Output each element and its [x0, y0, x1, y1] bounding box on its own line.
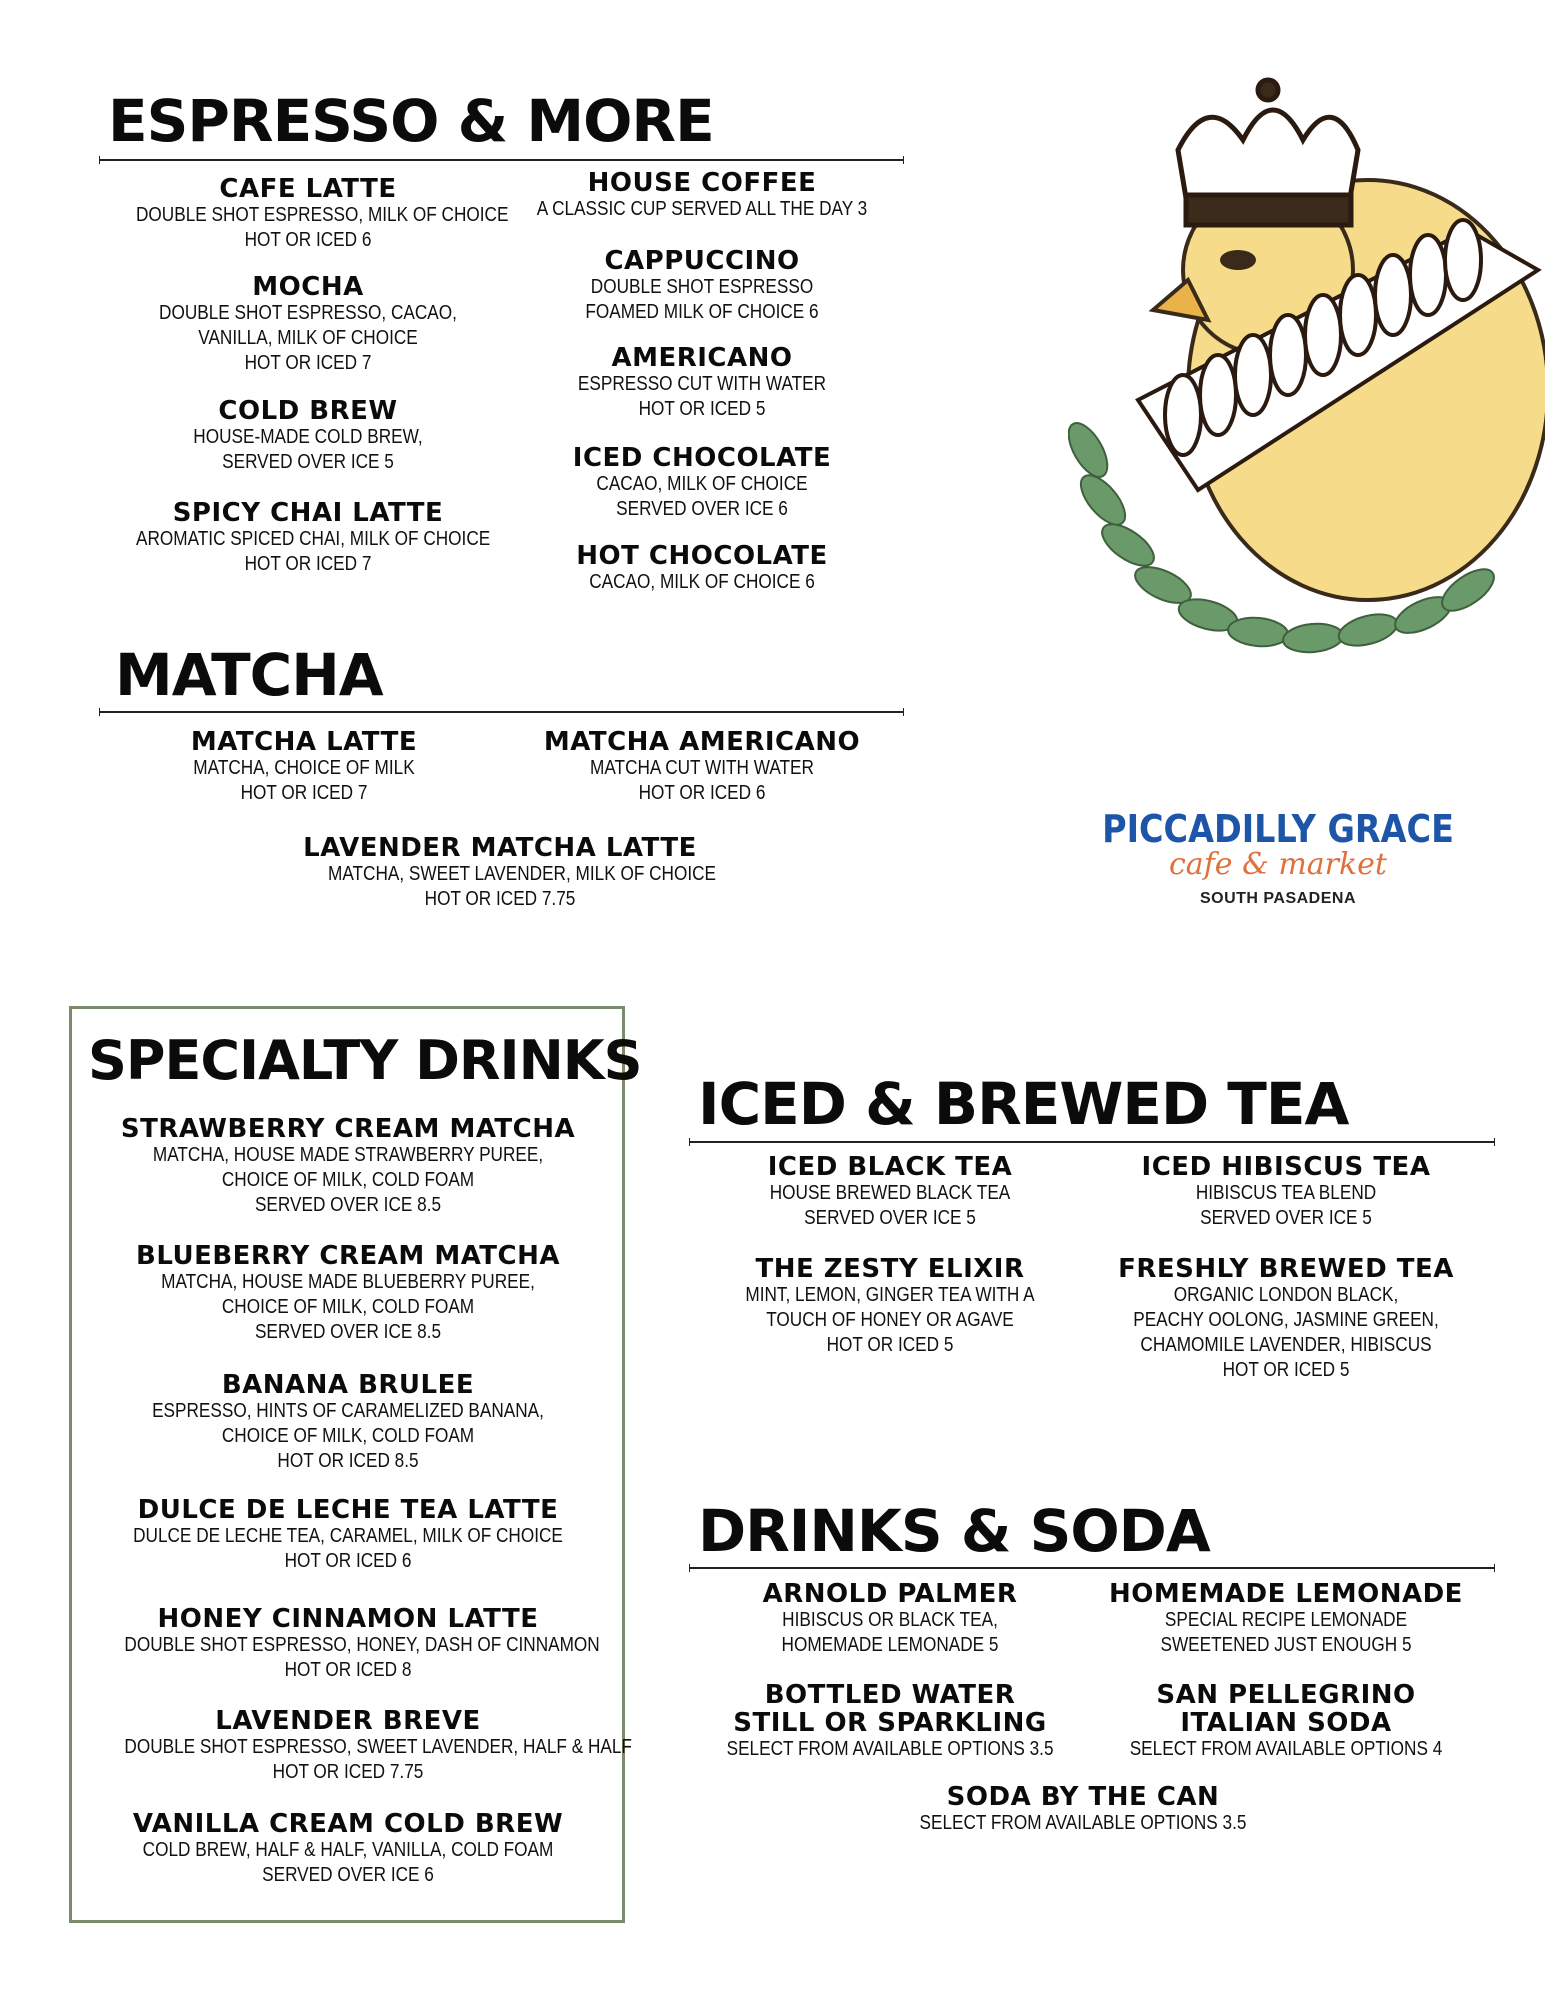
item-name: VANILLA CREAM COLD BREW [132, 1809, 564, 1839]
item-name: BOTTLED WATER [764, 1680, 1016, 1710]
item-desc: HOMEMADE LEMONADE 5 [781, 1634, 999, 1656]
item-name: ITALIAN SODA [1180, 1708, 1392, 1738]
item-desc: HIBISCUS TEA BLEND [1195, 1182, 1377, 1204]
item-desc: HOT OR ICED 7 [244, 352, 372, 374]
menu-item [883, 1783, 1283, 1836]
menu-item [1086, 1681, 1486, 1762]
item-desc: HOT OR ICED 7.75 [424, 888, 576, 910]
item-desc: HOT OR ICED 5 [1222, 1359, 1350, 1381]
item-name: BLUEBERRY CREAM MATCHA [136, 1241, 560, 1271]
item-desc: HOT OR ICED 7.75 [272, 1761, 424, 1783]
section-divider [689, 1567, 1495, 1569]
item-desc: HIBISCUS OR BLACK TEA, [782, 1609, 998, 1631]
item-desc: A CLASSIC CUP SERVED ALL THE DAY 3 [536, 198, 868, 220]
item-desc: HOT OR ICED 6 [284, 1550, 412, 1572]
menu-item [700, 1681, 1080, 1762]
menu-item [502, 169, 902, 222]
item-desc: CHOICE OF MILK, COLD FOAM [221, 1296, 475, 1318]
item-name: CAFE LATTE [219, 174, 397, 204]
item-name: COLD BREW [218, 396, 398, 426]
item-name: MATCHA AMERICANO [543, 727, 861, 757]
brand-tagline: cafe & market [1169, 847, 1387, 882]
item-desc: DOUBLE SHOT ESPRESSO [590, 276, 814, 298]
item-desc: MINT, LEMON, GINGER TEA WITH A [745, 1284, 1035, 1306]
item-desc: CHAMOMILE LAVENDER, HIBISCUS [1140, 1334, 1432, 1356]
item-name: SPICY CHAI LATTE [172, 498, 444, 528]
item-desc: HOT OR ICED 7 [240, 782, 368, 804]
item-desc: SERVED OVER ICE 5 [1200, 1207, 1372, 1229]
item-name: HONEY CINNAMON LATTE [157, 1604, 539, 1634]
item-desc: SELECT FROM AVAILABLE OPTIONS 4 [1129, 1738, 1443, 1760]
item-desc: HOT OR ICED 8 [284, 1659, 412, 1681]
item-desc: HOT OR ICED 5 [638, 398, 766, 420]
item-desc: PEACHY OOLONG, JASMINE GREEN, [1133, 1309, 1439, 1331]
item-desc: MATCHA, CHOICE OF MILK [193, 757, 415, 779]
item-desc: HOT OR ICED 6 [244, 229, 372, 251]
item-desc: SWEETENED JUST ENOUGH 5 [1160, 1634, 1412, 1656]
menu-item [88, 1371, 608, 1474]
menu-item [88, 1605, 608, 1683]
menu-item [154, 728, 454, 806]
section-divider [689, 1141, 1495, 1143]
item-name: THE ZESTY ELIXIR [755, 1254, 1025, 1284]
item-desc: HOUSE-MADE COLD BREW, [193, 426, 423, 448]
item-name: SODA BY THE CAN [946, 1782, 1220, 1812]
item-name: CAPPUCCINO [604, 246, 800, 276]
item-name: ICED HIBISCUS TEA [1141, 1152, 1431, 1182]
menu-item [108, 397, 508, 475]
item-desc: SERVED OVER ICE 5 [804, 1207, 976, 1229]
item-desc: DOUBLE SHOT ESPRESSO, SWEET LAVENDER, HALF & HALF [124, 1736, 632, 1758]
item-desc: SERVED OVER ICE 6 [616, 498, 788, 520]
item-name: MATCHA LATTE [190, 727, 418, 757]
menu-item [502, 444, 902, 522]
item-desc: CHOICE OF MILK, COLD FOAM [221, 1169, 475, 1191]
menu-item [88, 1706, 632, 1785]
item-desc: CACAO, MILK OF CHOICE [596, 473, 808, 495]
item-desc: AROMATIC SPICED CHAI, MILK OF CHOICE [136, 528, 491, 550]
menu-item [502, 344, 902, 422]
item-desc: HOT OR ICED 6 [638, 782, 766, 804]
item-desc: DOUBLE SHOT ESPRESSO, MILK OF CHOICE [136, 204, 509, 226]
item-desc: SPECIAL RECIPE LEMONADE [1164, 1609, 1408, 1631]
item-name: STRAWBERRY CREAM MATCHA [120, 1114, 576, 1144]
section-title-espresso: ESPRESSO & MORE [108, 87, 714, 155]
item-name: AMERICANO [611, 343, 793, 373]
menu-item [502, 542, 902, 595]
item-desc: HOT OR ICED 5 [826, 1334, 954, 1356]
item-name: SAN PELLEGRINO [1156, 1680, 1416, 1710]
menu-item [1086, 1580, 1486, 1658]
menu-item [700, 1153, 1080, 1231]
item-desc: MATCHA, HOUSE MADE STRAWBERRY PUREE, [152, 1144, 544, 1166]
item-desc: CACAO, MILK OF CHOICE 6 [589, 571, 815, 593]
menu-item [300, 833, 717, 912]
menu-item [88, 1496, 608, 1574]
item-desc: HOT OR ICED 8.5 [277, 1450, 419, 1472]
menu-item [1086, 1153, 1486, 1231]
item-name: STILL OR SPARKLING [733, 1708, 1047, 1738]
item-name: ICED CHOCOLATE [572, 443, 832, 473]
item-name: ARNOLD PALMER [762, 1579, 1018, 1609]
item-name: HOT CHOCOLATE [576, 541, 828, 571]
item-desc: MATCHA CUT WITH WATER [590, 757, 814, 779]
item-desc: TOUCH OF HONEY OR AGAVE [766, 1309, 1014, 1331]
item-desc: DOUBLE SHOT ESPRESSO, CACAO, [159, 302, 457, 324]
item-desc: SERVED OVER ICE 6 [262, 1864, 434, 1886]
item-desc: SELECT FROM AVAILABLE OPTIONS 3.5 [726, 1738, 1054, 1760]
item-desc: HOT OR ICED 7 [244, 553, 372, 575]
menu-item [700, 1580, 1080, 1658]
brand-logo [1068, 808, 1488, 908]
item-desc: CHOICE OF MILK, COLD FOAM [221, 1425, 475, 1447]
menu-item [700, 1255, 1080, 1358]
item-desc: SERVED OVER ICE 8.5 [254, 1321, 442, 1343]
menu-item [108, 499, 508, 577]
menu-item [502, 247, 902, 325]
menu-item [1086, 1255, 1486, 1383]
item-name: LAVENDER MATCHA LATTE [303, 833, 697, 863]
item-desc: MATCHA, SWEET LAVENDER, MILK OF CHOICE [328, 863, 717, 885]
item-desc: DOUBLE SHOT ESPRESSO, HONEY, DASH OF CINNAMON [124, 1634, 600, 1656]
item-desc: ESPRESSO CUT WITH WATER [577, 373, 827, 395]
item-name: ICED BLACK TEA [767, 1152, 1013, 1182]
item-desc: DULCE DE LECHE TEA, CARAMEL, MILK OF CHOICE [133, 1525, 563, 1547]
section-divider [99, 711, 904, 713]
item-desc: SERVED OVER ICE 8.5 [254, 1194, 442, 1216]
item-desc: HOUSE BREWED BLACK TEA [769, 1182, 1011, 1204]
section-divider [99, 159, 904, 161]
section-title-drinks: DRINKS & SODA [698, 1497, 1210, 1565]
brand-name: PICCADILLY GRACE [1102, 807, 1454, 851]
brand-location: SOUTH PASADENA [1199, 890, 1357, 907]
item-name: MOCHA [252, 272, 364, 302]
item-desc: SERVED OVER ICE 5 [222, 451, 394, 473]
menu-item [88, 1810, 608, 1888]
item-name: DULCE DE LECHE TEA LATTE [137, 1495, 559, 1525]
item-name: LAVENDER BREVE [215, 1706, 481, 1736]
item-desc: SELECT FROM AVAILABLE OPTIONS 3.5 [919, 1812, 1247, 1834]
item-desc: COLD BREW, HALF & HALF, VANILLA, COLD FOAM [142, 1839, 554, 1861]
item-desc: ESPRESSO, HINTS OF CARAMELIZED BANANA, [152, 1400, 544, 1422]
menu-item [108, 175, 508, 253]
chicken-king-mascot-icon [1068, 70, 1545, 690]
item-name: BANANA BRULEE [221, 1370, 475, 1400]
section-title-specialty: SPECIALTY DRINKS [88, 1029, 642, 1092]
item-desc: VANILLA, MILK OF CHOICE [198, 327, 418, 349]
item-desc: ORGANIC LONDON BLACK, [1173, 1284, 1399, 1306]
menu-item [88, 1115, 608, 1218]
item-name: HOUSE COFFEE [587, 168, 817, 198]
item-name: FRESHLY BREWED TEA [1118, 1254, 1454, 1284]
item-desc: MATCHA, HOUSE MADE BLUEBERRY PUREE, [161, 1271, 535, 1293]
item-desc: FOAMED MILK OF CHOICE 6 [585, 301, 819, 323]
menu-item [88, 1242, 608, 1345]
item-name: HOMEMADE LEMONADE [1109, 1579, 1463, 1609]
menu-item [108, 273, 508, 376]
menu-item [532, 728, 872, 806]
section-title-matcha: MATCHA [115, 641, 383, 709]
section-title-tea: ICED & BREWED TEA [698, 1070, 1349, 1138]
